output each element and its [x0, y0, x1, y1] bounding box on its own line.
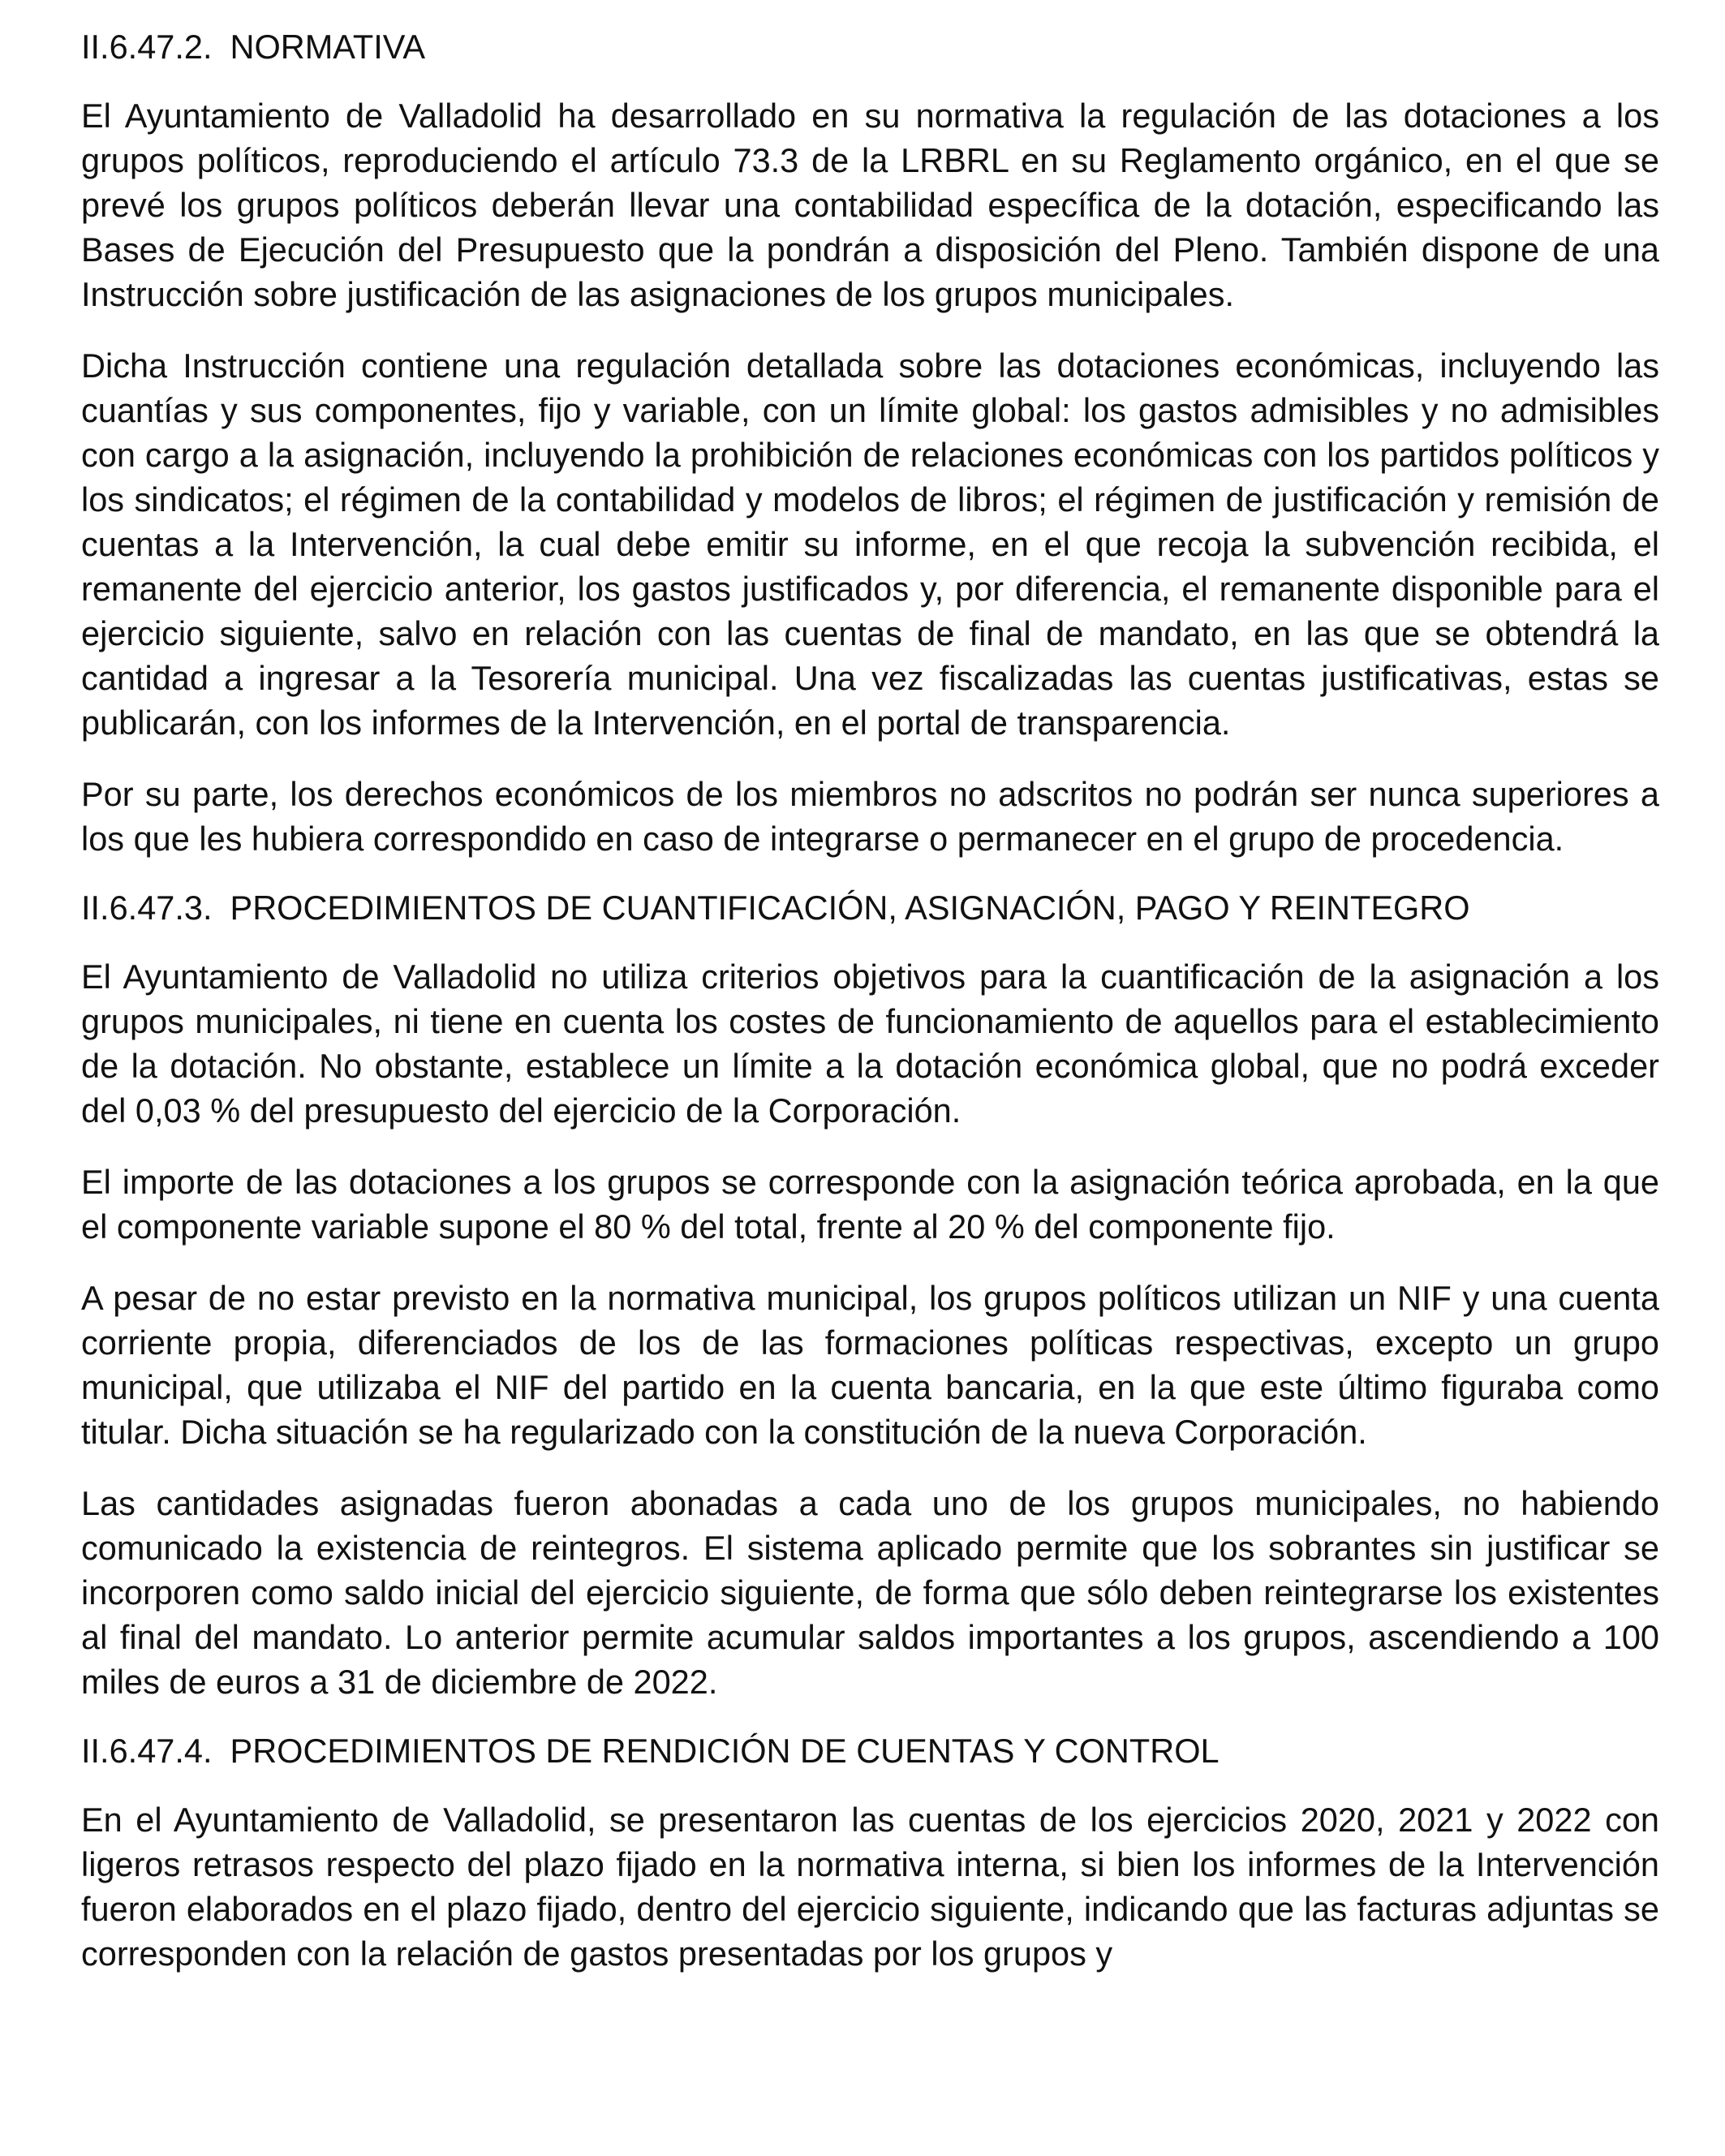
- paragraph: Por su parte, los derechos económicos de los miembros no adscritos no podrán ser nunca superiores a los que les hubiera correspondido en caso de integrarse o permanecer en el grupo de procedencia.: [81, 775, 1659, 858]
- section-title: NORMATIVA: [230, 28, 426, 66]
- section-number: II.6.47.2.: [81, 28, 213, 66]
- paragraph: Las cantidades asignadas fueron abonadas a cada uno de los grupos municipales, no habiendo comunicado la existencia de reintegros. El sistema aplicado permite que los sobrantes sin justificar se incorporen como saldo inicial del ejercicio siguiente, de forma que sólo deben reintegrarse los existentes al final del mandato. Lo anterior permite acumular saldos importantes a los grupos, ascendiendo a 100 miles de euros a 31 de diciembre de 2022.: [81, 1484, 1659, 1701]
- section-title: PROCEDIMIENTOS DE RENDICIÓN DE CUENTAS Y CONTROL: [230, 1732, 1220, 1770]
- document-page: [81, 24, 1659, 1976]
- paragraph: A pesar de no estar previsto en la normativa municipal, los grupos políticos utilizan un NIF y una cuenta corriente propia, diferenciados de los de las formaciones políticas respectivas, excepto un grupo municipal, que utilizaba el NIF del partido en la cuenta bancaria, en la que este último figuraba como titular. Dicha situación se ha regularizado con la constitución de la nueva Corporación.: [81, 1279, 1659, 1451]
- section-number: II.6.47.4.: [81, 1732, 213, 1770]
- paragraph: Dicha Instrucción contiene una regulación detallada sobre las dotaciones económicas, incluyendo las cuantías y sus componentes, fijo y variable, con un límite global: los gastos admisibles y no admisibles con cargo a la asignación, incluyendo la prohibición de relaciones económicas con los partidos políticos y los sindicatos; el régimen de la contabilidad y modelos de libros; el régimen de justificación y remisión de cuentas a la Intervención, la cual debe emitir su informe, en el que recoja la subvención recibida, el remanente del ejercicio anterior, los gastos justificados y, por diferencia, el remanente disponible para el ejercicio siguiente, salvo en relación con las cuentas de final de mandato, en las que se obtendrá la cantidad a ingresar a la Tesorería municipal. Una vez fiscalizadas las cuentas justificativas, estas se publicarán, con los informes de la Intervención, en el portal de transparencia.: [81, 346, 1659, 742]
- paragraph: En el Ayuntamiento de Valladolid, se presentaron las cuentas de los ejercicios 2020, 2021 y 2022 con ligeros retrasos respecto del plazo fijado en la normativa interna, si bien los informes de la Intervención fueron elaborados en el plazo fijado, dentro del ejercicio siguiente, indicando que las facturas adjuntas se corresponden con la relación de gastos presentadas por los grupos y: [81, 1801, 1659, 1973]
- section-number: II.6.47.3.: [81, 889, 213, 927]
- section-heading-rendicion-cuentas: [81, 1728, 1659, 1773]
- section-heading-procedimientos-cuantificacion: [81, 885, 1659, 930]
- paragraph: El Ayuntamiento de Valladolid no utiliza criterios objetivos para la cuantificación de la asignación a los grupos municipales, ni tiene en cuenta los costes de funcionamiento de aquellos para el establecimiento de la dotación. No obstante, establece un límite a la dotación económica global, que no podrá exceder del 0,03 % del presupuesto del ejercicio de la Corporación.: [81, 958, 1659, 1130]
- section-title: PROCEDIMIENTOS DE CUANTIFICACIÓN, ASIGNACIÓN, PAGO Y REINTEGRO: [230, 889, 1470, 927]
- paragraph: El Ayuntamiento de Valladolid ha desarrollado en su normativa la regulación de las dotaciones a los grupos políticos, reproduciendo el artículo 73.3 de la LRBRL en su Reglamento orgánico, en el que se prevé los grupos políticos deberán llevar una contabilidad específica de la dotación, especificando las Bases de Ejecución del Presupuesto que la pondrán a disposición del Pleno. También dispone de una Instrucción sobre justificación de las asignaciones de los grupos municipales.: [81, 97, 1659, 313]
- paragraph: El importe de las dotaciones a los grupos se corresponde con la asignación teórica aprobada, en la que el componente variable supone el 80 % del total, frente al 20 % del componente fijo.: [81, 1163, 1659, 1246]
- section-heading-normativa: [81, 24, 1659, 69]
